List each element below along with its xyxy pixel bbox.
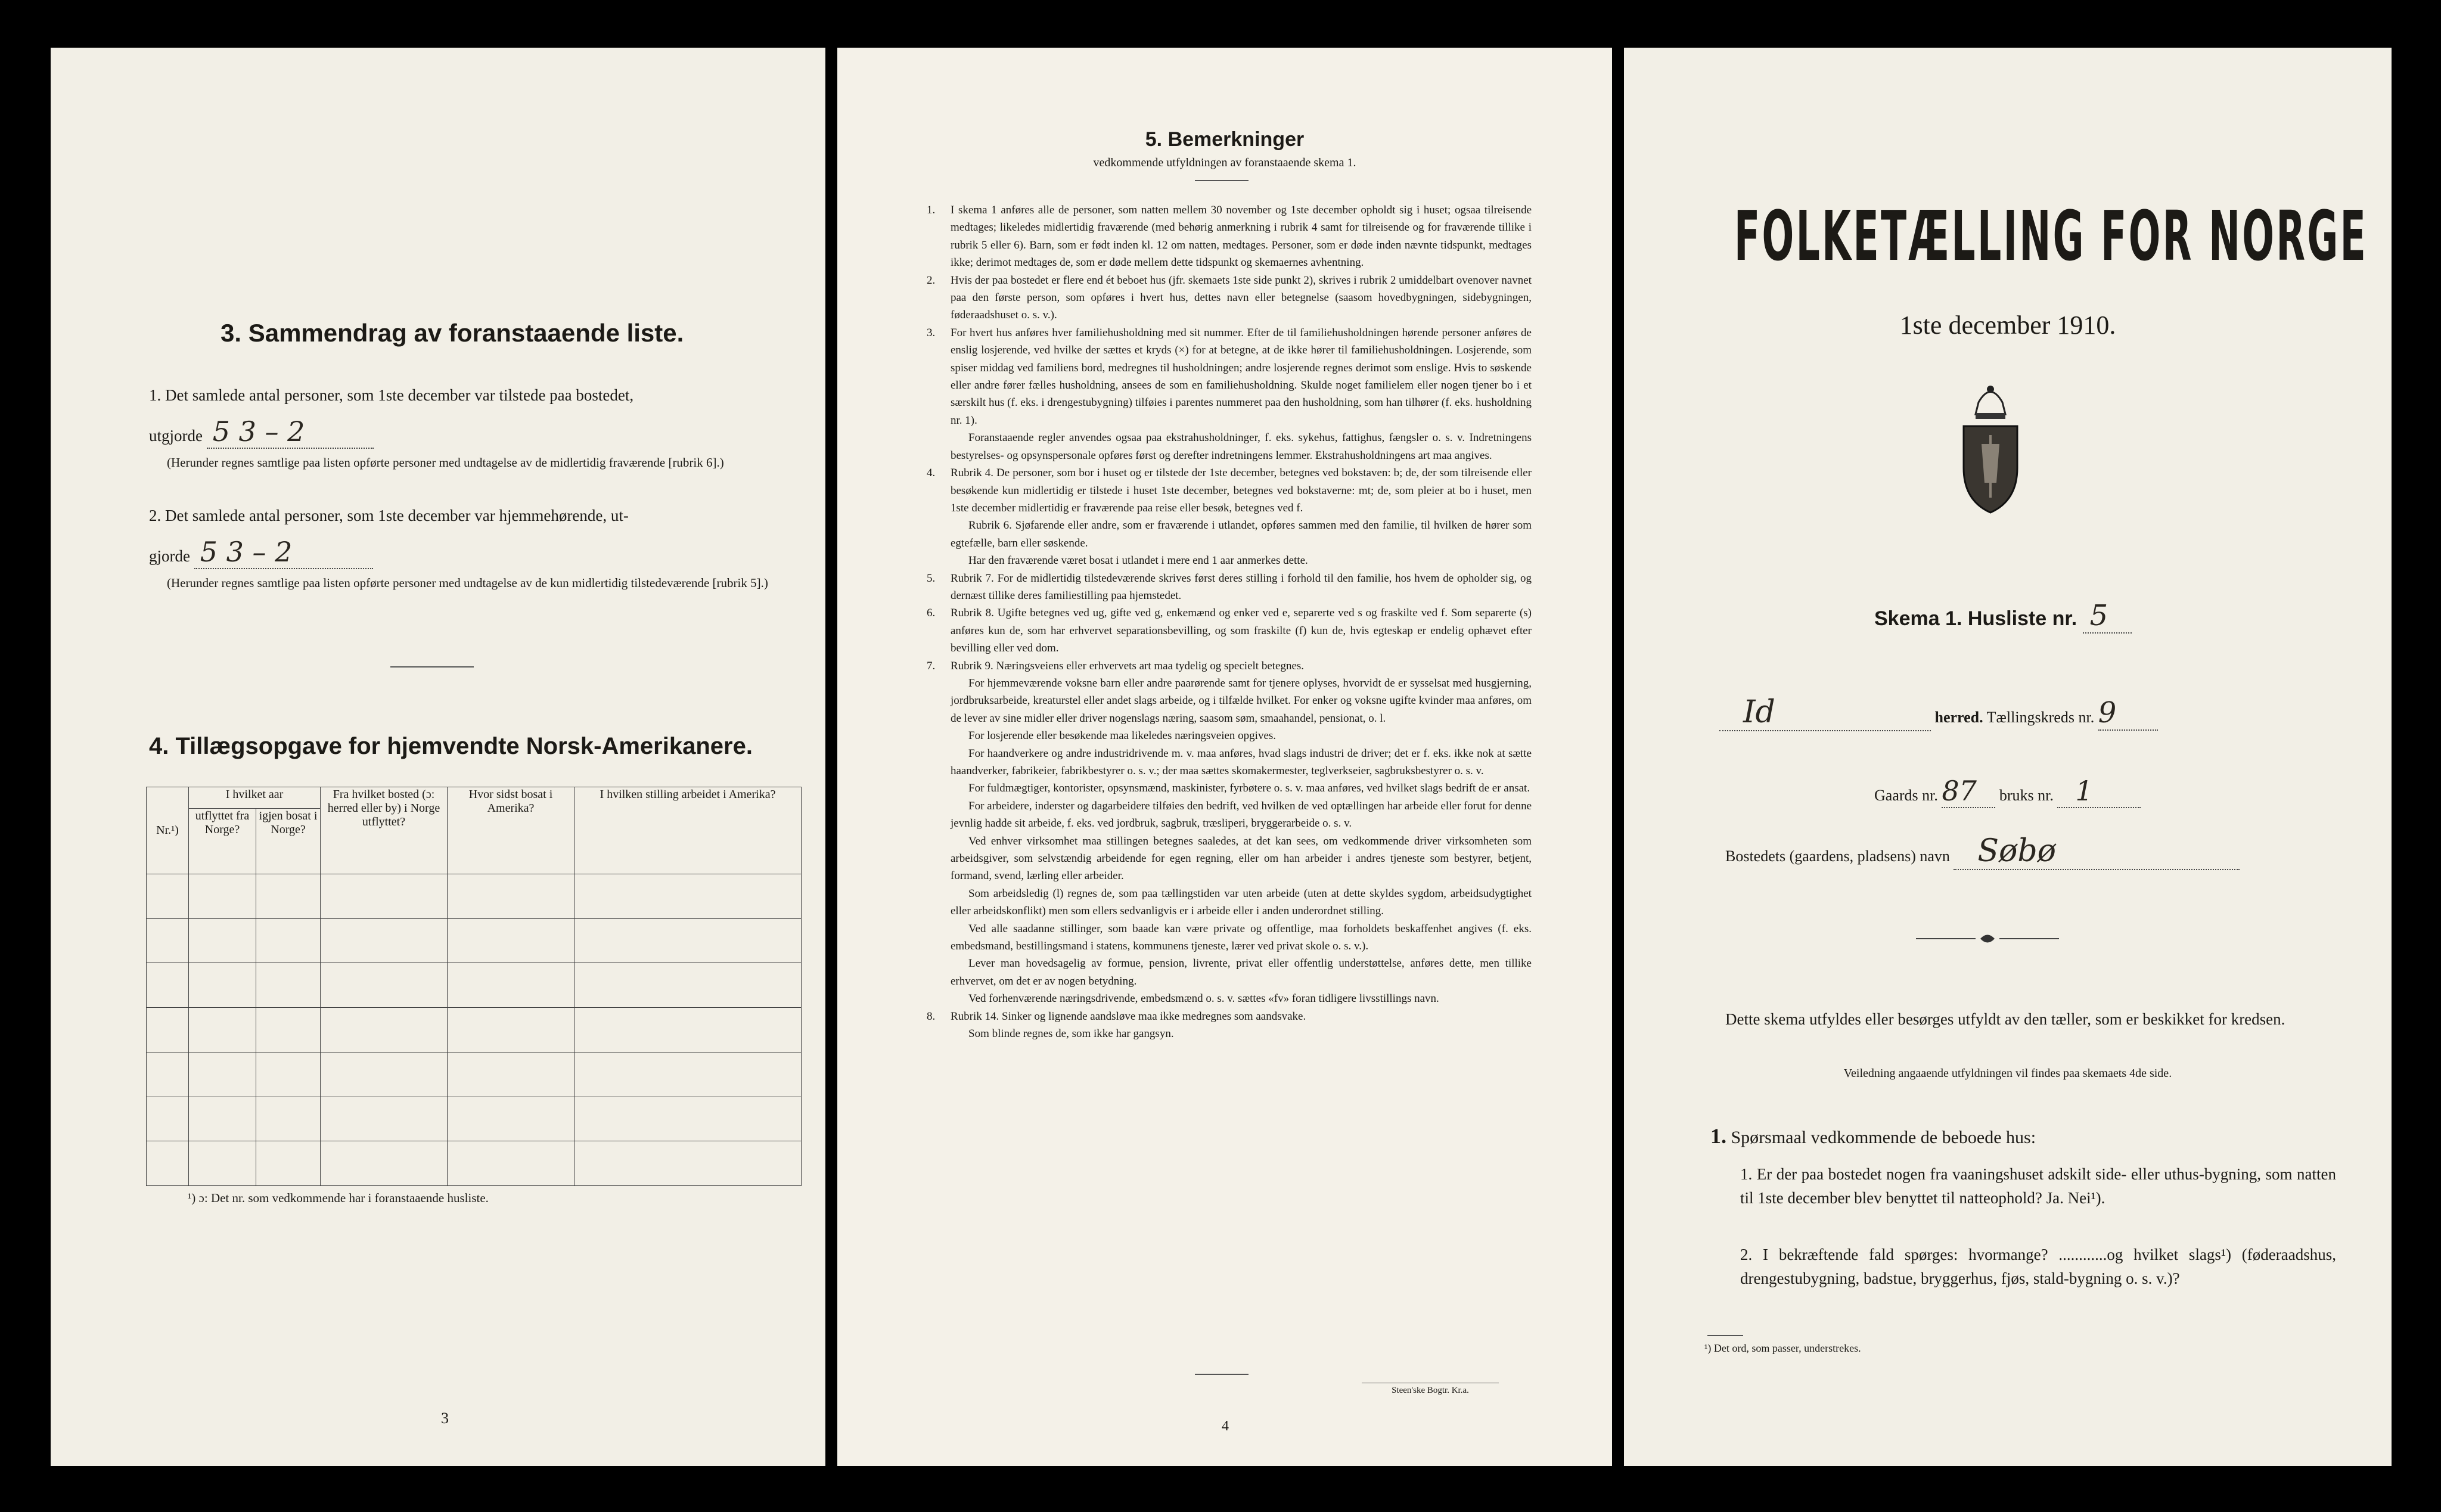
- remark-text: I skema 1 anføres alle de personer, som natten mellem 30 november og 1ste december opholdt sig i huset; ogsaa tilreisende medtages; likeledes midlertidig fraværende (med behørig anmerkning i rubrik 4 samt for tilreisende og for fraværende tillike i rubrik 5 eller 6). Barn, som er født inden kl. 12 om natten, medtages. Personer, som er døde inden nævnte tidspunkt, medtages ikke; derimot medtages de, som er døde mellem dette tidspunkt og skemaernes avhentning.: [951, 204, 1532, 269]
- remark-text: Rubrik 9. Næringsveiens eller erhvervets art maa tydelig og specielt betegnes.: [951, 659, 1305, 672]
- table-row[interactable]: [147, 1141, 802, 1186]
- page-3: [51, 48, 825, 1466]
- col-year-group: I hvilket aar: [189, 787, 321, 809]
- page-1: [1624, 48, 2392, 1466]
- remark-item: For arbeidere, inderster og dagarbeidere tilføies den bedrift, ved hvilken de ved optællingen har arbeide eller forut for denne jevnlig hadde sit arbeide, f. eks. ved jordbruk, sagbruk, træsliperi, bryggerarbeide o. s. v.: [951, 799, 1532, 830]
- divider: [1195, 180, 1249, 181]
- remark-text: Rubrik 7. For de midlertidig tilstedeværende skrives først deres stilling i forhold til den familie, hos hvem de opholder sig, og dernæst tillike deres familiestilling paa hjemstedet.: [951, 572, 1532, 602]
- remark-item: [927, 604, 1532, 657]
- gaards-label: Gaards nr.: [1874, 787, 1938, 804]
- summary-title: 3. Sammendrag av foranstaaende liste.: [221, 319, 684, 347]
- remark-item: [927, 324, 1532, 429]
- col-last-residence: Hvor sidst bosat i Amerika?: [448, 787, 574, 874]
- question-1: 1. Er der paa bostedet nogen fra vaaningshuset adskilt side- eller uthus-bygning, som natten til 1ste december blev benyttet til natteophold? Ja. Nei¹).: [1740, 1165, 2336, 1207]
- remark-number: 3.: [927, 326, 936, 339]
- census-title: FOLKETÆLLING FOR NORGE: [1734, 197, 2368, 277]
- husliste-nr-field[interactable]: 5: [2083, 599, 2132, 634]
- remark-item: For fuldmægtiger, kontorister, opsynsmænd, maskinister, fyrbøtere o. s. v. maa anføres, ved hvilket slags bedrift de er ansat.: [968, 782, 1530, 795]
- remark-item: Foranstaaende regler anvendes ogsaa paa ekstrahusholdninger, f. eks. sykehus, fattighus, fængsler o. s. v. Indretningens bestyrelses- og opsynspersonale opføres først og derefter indretningens lemmer. Ekstrahusholdningens art maa angives.: [951, 431, 1532, 462]
- remark-number: 5.: [927, 572, 936, 585]
- table-row[interactable]: [147, 874, 802, 919]
- col-returned: igjen bosat i Norge?: [256, 809, 321, 874]
- remark-number: 2.: [927, 274, 936, 287]
- item-2-handwritten-values[interactable]: 5 3 – 2: [194, 536, 373, 569]
- remark-item: [927, 570, 1532, 605]
- remark-text: Rubrik 8. Ugifte betegnes ved ug, gifte ved g, enkemænd og enker ved e, separerte ved s og fraskilte ved f. Som separerte (s) anføres kun de, som har erhvervet separationsbevilling, og som fraskilte (f) kun de, hvis egteskap er endelig ophævet efter bevilling eller ved dom.: [951, 607, 1532, 655]
- col-position: I hvilken stilling arbeidet i Amerika?: [574, 787, 802, 874]
- remarks-title: 5. Bemerkninger: [1145, 128, 1305, 151]
- remark-item: [927, 272, 1532, 324]
- remark-item: Som arbeidsledig (l) regnes de, som paa tællingstiden var uten arbeide (uten at dette skyldes sygdom, arbeidsudygtighet eller arbeidskonflikt) men som ellers sedvanligvis er i arbeide eller i anden underordnet stilling.: [951, 887, 1532, 918]
- bosted-row: [1725, 833, 2321, 870]
- remark-item: Ved alle saadanne stillinger, som baade kan være private og offentlige, maa forholdets beskaffenhet angives (f. eks. embedsmand, bestillingsmand i statens, kommunens tjeneste, lærer ved privat skole o. s. v.).: [951, 922, 1532, 953]
- questions-header-num: 1.: [1710, 1124, 1726, 1148]
- summary-item-2: [149, 507, 810, 592]
- remark-number: 4.: [927, 467, 936, 480]
- item-1-prefix: utgjorde: [149, 427, 203, 445]
- table-footnote: ¹) ɔ: Det nr. som vedkommende har i foranstaaende husliste.: [188, 1191, 489, 1205]
- remark-number: 7.: [927, 659, 936, 672]
- footnote: ¹) Det ord, som passer, understrekes.: [1704, 1342, 1861, 1354]
- remark-item: Ved enhver virksomhet maa stillingen betegnes saaledes, at det kan sees, om vedkommende driver virksomheten som arbeidsgiver, som selvstændig arbeidende for egen regning, eller om han arbeider i andres tjeneste som bestyrer, betjent, formand, svend, lærling eller arbeider.: [951, 834, 1532, 883]
- kreds-field[interactable]: 9: [2098, 696, 2158, 731]
- item-1-text: 1. Det samlede antal personer, som 1ste december var tilstede paa bostedet,: [149, 386, 634, 404]
- questions-header-text: Spørsmaal vedkommende de beboede hus:: [1731, 1128, 2036, 1147]
- remark-item: Lever man hovedsagelig av formue, pension, livrente, privat eller offentlig understøttelse, anføres dette, men tillike erhvervet, om det er av nogen betydning.: [951, 957, 1532, 988]
- remark-item: [927, 1008, 1532, 1025]
- ornament-divider-icon: [1916, 930, 2059, 948]
- item-2-note: (Herunder regnes samtlige paa listen opførte personer med undtagelse av de kun midlertidig tilstedeværende [rubrik 5].): [167, 576, 768, 590]
- remark-text: For hvert hus anføres hver familiehusholdning med sit nummer. Efter de til familiehusholdningen hørende personer anføres de enslig losjerende, ved hvilke der sættes et kryds (×) for at betegne, at de ikke hører til familiehusholdningen. Losjerende, som spiser middag ved familiens bord, medregnes til husholdningen; andre losjerende regnes derimot som enslige. Hvis to søskende eller andre fører fælles husholdning, ansees de som en familiehusholdning. Skulde noget familielem eller nogen tjener bo i et særskilt hus (f. eks. i drengestubygning) tilføies i parentes nummeret paa den husholdning, som han tilhører (f. eks. husholdning nr. 1).: [951, 326, 1532, 427]
- remark-item: For haandverkere og andre industridrivende m. v. maa anføres, hvad slags industri de driver; det er f. eks. ikke nok at sætte haandverker, fabrikeier, fabrikbestyrer o. s. v.; der maa sættes skomakermester, teglverkseier, sagbruksbestyrer o. s. v.: [951, 747, 1532, 777]
- col-nr: Nr.¹): [147, 787, 189, 874]
- schema-label: [1874, 599, 2132, 634]
- table-row[interactable]: [147, 1097, 802, 1141]
- coat-of-arms-icon: [1955, 378, 2026, 516]
- page-number: 3: [441, 1409, 449, 1427]
- page-number: 4: [1222, 1418, 1229, 1434]
- table-row[interactable]: [147, 918, 802, 963]
- table-row[interactable]: [147, 1008, 802, 1052]
- remark-number: 8.: [927, 1010, 936, 1023]
- item-1-note: (Herunder regnes samtlige paa listen opførte personer med undtagelse av de midlertidig fraværende [rubrik 6].): [167, 455, 724, 470]
- remark-item: [927, 201, 1532, 272]
- gaards-field[interactable]: 87: [1942, 775, 1995, 808]
- bosted-label: Bostedets (gaardens, pladsens) navn: [1725, 847, 1950, 865]
- herred-field[interactable]: Id: [1719, 694, 1931, 731]
- remark-item: For hjemmeværende voksne barn eller andre paarørende samt for tjenere oplyses, hvorvidt de er sysselsat med husgjerning, jordbruksarbeide, kreaturstel eller andet slags arbeide, og i tilfælde hvilket. For enker og voksne ugifte kvinder maa anføres, om de lever av sine midler eller driver nogenslags næring, saasom søm, smaahandel, pensionat, o. l.: [951, 676, 1532, 725]
- question-2: 2. I bekræftende fald spørges: hvormange? ............og hvilket slags¹) (føderaadshus, drengestubygning, badstue, bryggerhus, fjøs, stald-bygning o. s. v.)?: [1740, 1246, 2336, 1287]
- divider: [390, 666, 474, 667]
- remark-item: Ved forhenværende næringsdrivende, embedsmænd o. s. v. sættes «fv» foran tidligere livsstillings navn.: [968, 992, 1439, 1005]
- item-2-text: 2. Det samlede antal personer, som 1ste december var hjemmehørende, ut-: [149, 507, 629, 524]
- table-row[interactable]: [147, 1052, 802, 1097]
- intro-text: Dette skema utfyldes eller besørges utfyldt av den tæller, som er beskikket for kredsen.: [1725, 1010, 2285, 1028]
- supplement-title: 4. Tillægsopgave for hjemvendte Norsk-Amerikanere.: [149, 733, 753, 759]
- remarks-subtitle: vedkommende utfyldningen av foranstaaende skema 1.: [1093, 156, 1356, 169]
- kreds-label: Tællingskreds nr.: [1986, 709, 2095, 726]
- gaards-row: [1874, 775, 2291, 808]
- questions-header: [1710, 1123, 2036, 1148]
- remarks-list: [927, 201, 1532, 1043]
- remark-item: Har den fraværende været bosat i utlandet i mere end 1 aar anmerkes dette.: [968, 554, 1308, 567]
- norsk-amerikanere-table: [146, 787, 802, 1186]
- remark-item: For losjerende eller besøkende maa likeledes næringsveien opgives.: [968, 729, 1277, 743]
- remark-number: 1.: [927, 204, 936, 216]
- col-emigrated: utflyttet fra Norge?: [189, 809, 256, 874]
- remark-item: Rubrik 6. Sjøfarende eller andre, som er fraværende i utlandet, opføres sammen med den familie, til hvilken de hører som egtefælle, barn eller søskende.: [951, 519, 1532, 549]
- remark-text: Rubrik 4. De personer, som bor i huset og er tilstede der 1ste december, betegnes ved bokstaven: b; de, der som tilreisende eller besøkende kun midlertidig er tilstede i huset 1ste december, betegnes ved bokstaverne: mt; de, som pleier at bo i huset, men 1ste december midlertidig er fraværende paa reise eller besøk, betegnes ved f.: [951, 467, 1532, 514]
- divider: [1195, 1374, 1249, 1375]
- remark-text: Hvis der paa bostedet er flere end ét beboet hus (jfr. skemaets 1ste side punkt 2), skrives i rubrik 2 umiddelbart ovenover navnet paa den første person, som opføres i hvert hus, dettes navn eller betegnelse (saasom hovedbygningen, sidebygningen, føderaadshuset o. s. v.).: [951, 274, 1532, 322]
- schema-label-text: Skema 1. Husliste nr.: [1874, 607, 2077, 630]
- item-2-prefix: gjorde: [149, 547, 190, 565]
- divider: [1707, 1335, 1743, 1336]
- bruks-label: bruks nr.: [1999, 787, 2054, 804]
- remark-item: [927, 657, 1532, 675]
- guidance-text: Veiledning angaaende utfyldningen vil findes paa skemaets 4de side.: [1843, 1067, 2172, 1080]
- census-date: 1ste december 1910.: [1899, 311, 2116, 340]
- bruks-field[interactable]: 1: [2057, 775, 2141, 808]
- herred-label: herred.: [1934, 709, 1983, 726]
- table-row[interactable]: [147, 963, 802, 1008]
- page-4: [837, 48, 1612, 1466]
- herred-row: [1719, 694, 2315, 731]
- remark-number: 6.: [927, 607, 936, 620]
- item-1-handwritten-values[interactable]: 5 3 – 2: [207, 415, 374, 449]
- remark-item: [927, 464, 1532, 517]
- col-from-where: Fra hvilket bosted (ɔ: herred eller by) i Norge utflyttet?: [321, 787, 448, 874]
- printer-mark: Steen'ske Bogtr. Kr.a.: [1362, 1383, 1499, 1396]
- remark-text: Rubrik 14. Sinker og lignende aandsløve maa ikke medregnes som aandsvake.: [951, 1010, 1306, 1023]
- summary-item-1: [149, 386, 810, 471]
- remark-item: Som blinde regnes de, som ikke har gangsyn.: [968, 1027, 1174, 1041]
- bosted-field[interactable]: Søbø: [1954, 833, 2240, 870]
